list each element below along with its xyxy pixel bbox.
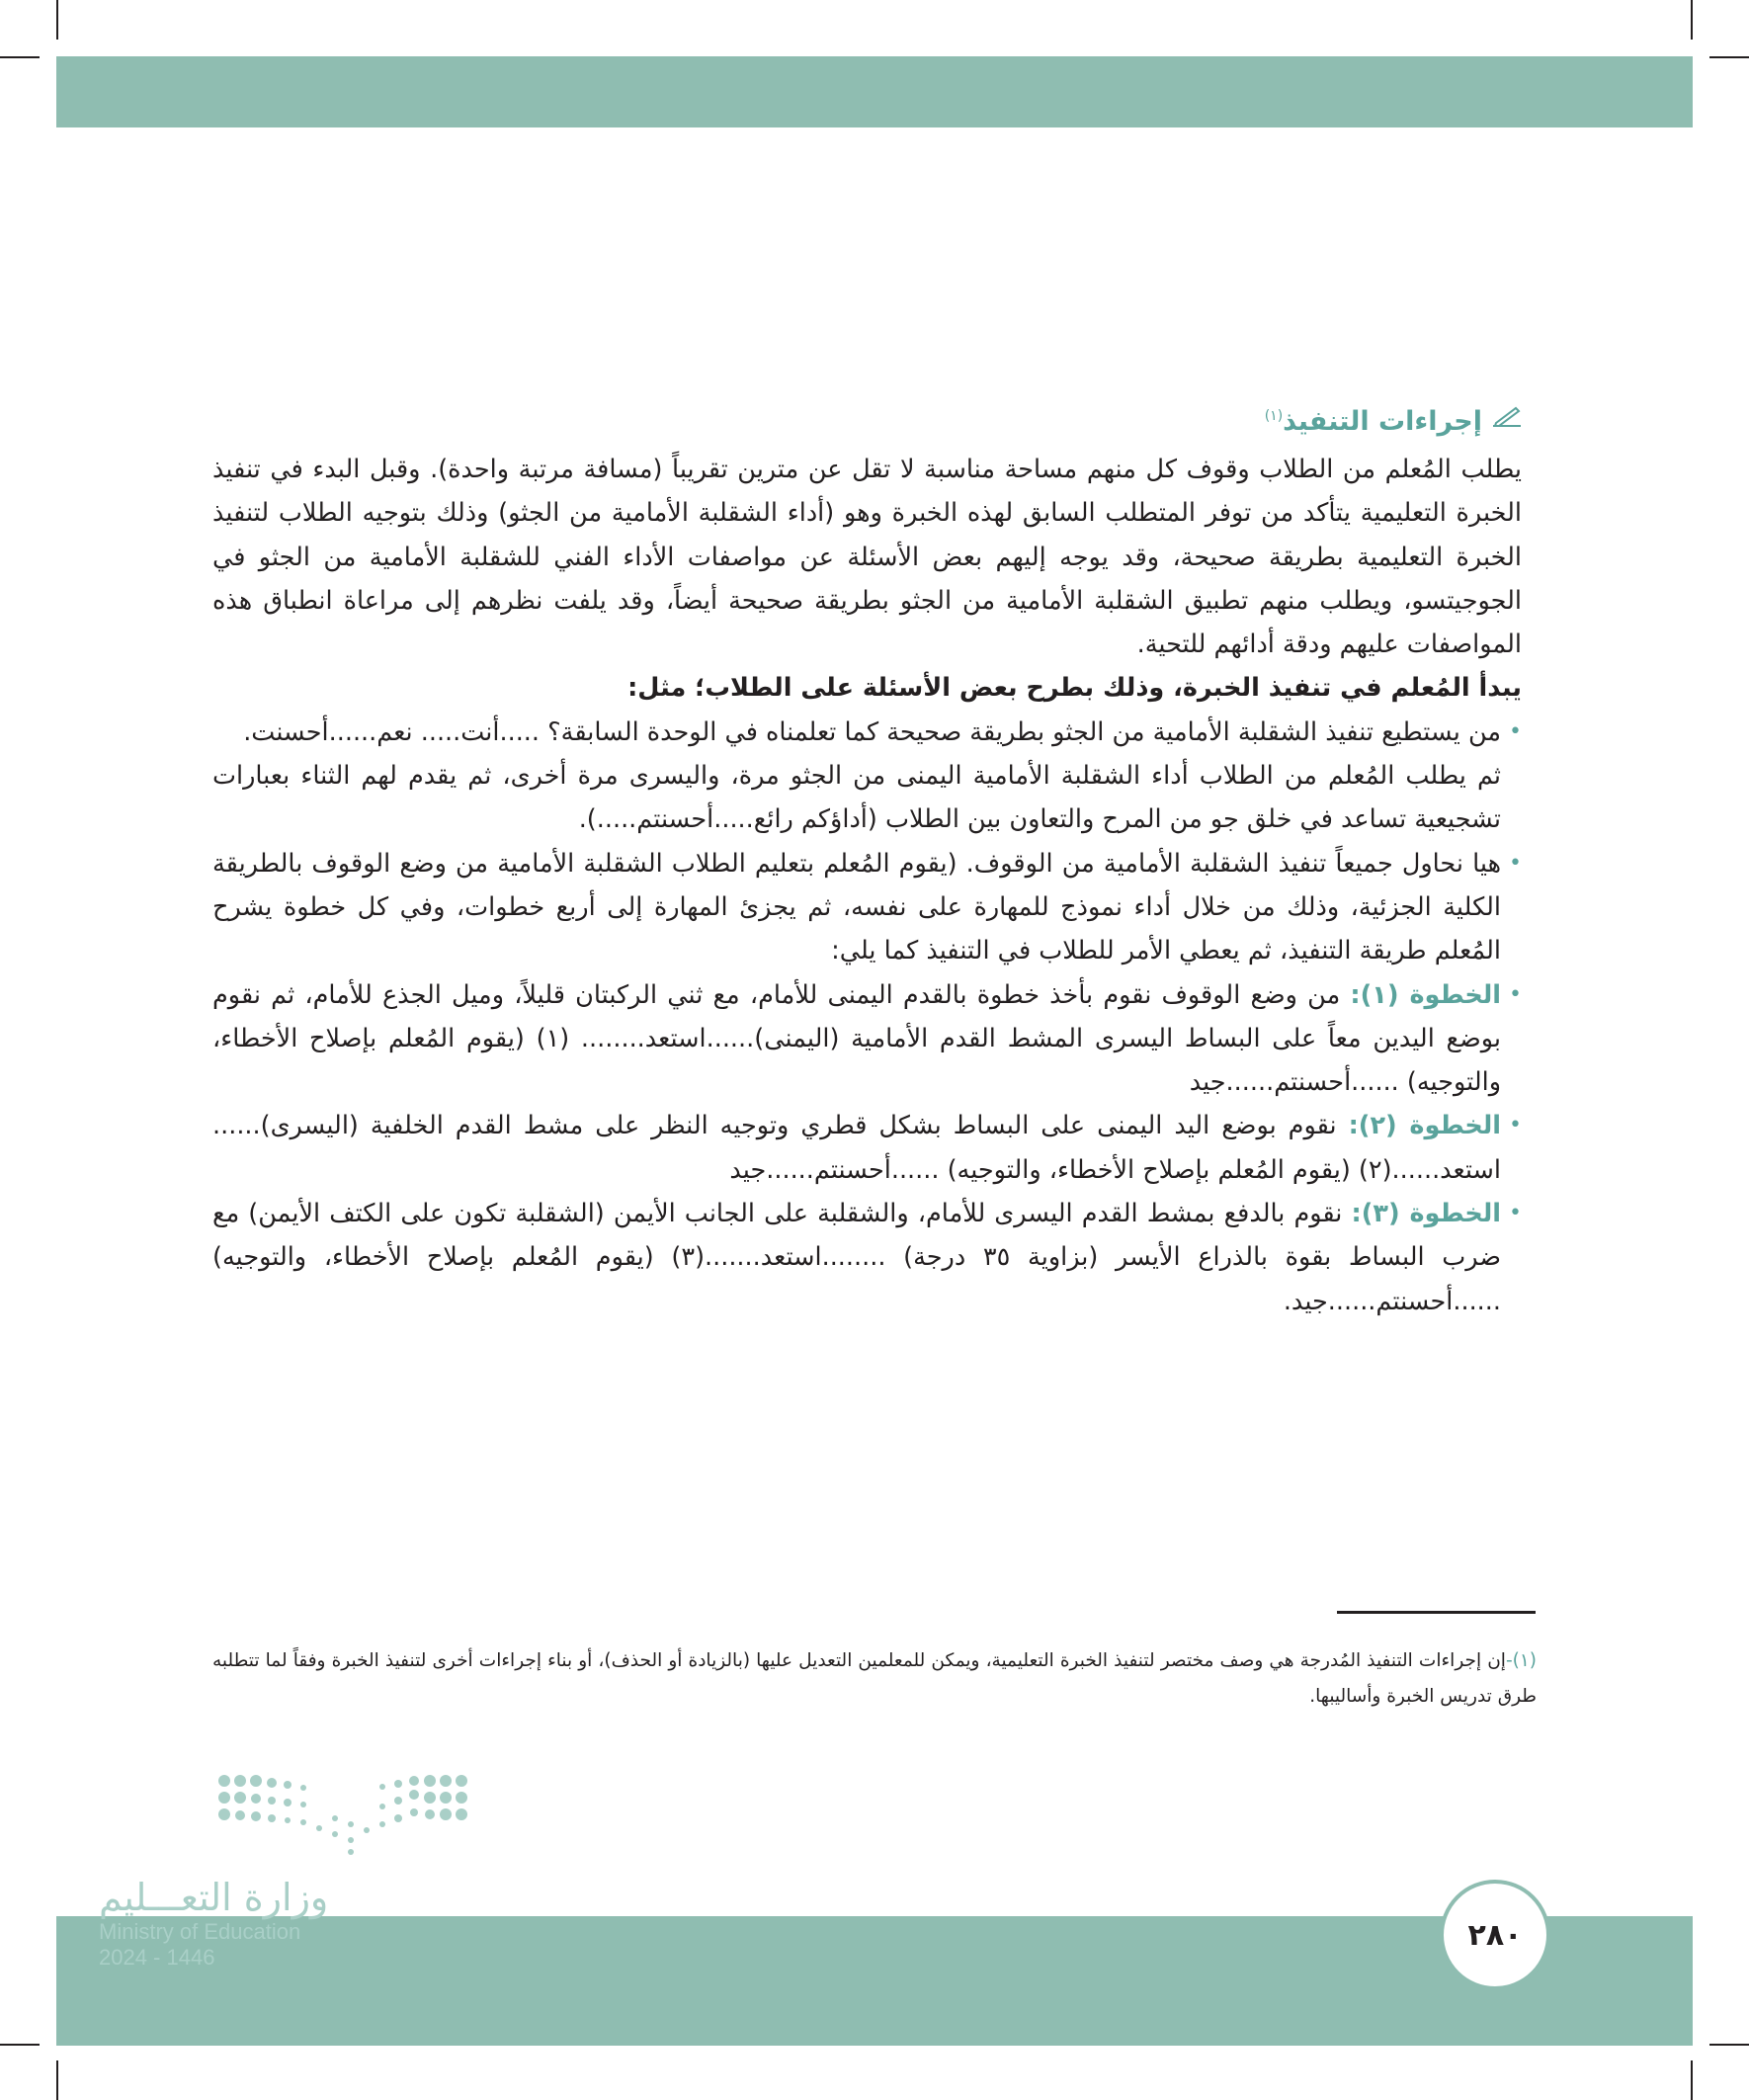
step-text: نقوم بوضع اليد اليمنى على البساط بشكل قطري وتوجيه النظر على مشط القدم الخلفية (اليسرى)...... استعد......(٢) (يقوم المُعلم بإصلاح الأخطاء، والتوجيه) ......أحسنتم......جيد xyxy=(212,1111,1502,1185)
step-label: الخطوة (١): xyxy=(1350,979,1502,1010)
step-label: الخطوة (٢): xyxy=(1348,1111,1502,1141)
footnote-text: إن إجراءات التنفيذ المُدرجة هي وصف مختصر لتنفيذ الخبرة التعليمية، ويمكن للمعلمين التعديل عليها (بالزيادة أو الحذف)، أو بناء إجراءات أخرى لتنفيذ الخبرة وفقاً لما تتطلبه طرق تدريس الخبرة وأساليبها. xyxy=(212,1650,1537,1707)
ministry-wordmark xyxy=(99,1876,328,1971)
crop-mark xyxy=(1709,2044,1749,2046)
section-title: إجراءات التنفيذ xyxy=(1283,406,1482,437)
main-content xyxy=(212,390,1537,1323)
list-item xyxy=(212,711,1537,842)
ministry-name-en: Ministry of Education xyxy=(99,1919,301,1944)
bullet-question: من يستطيع تنفيذ الشقلبة الأمامية من الجثو بطريقة صحيحة كما تعلمناه في الوحدة السابقة؟ .....أنت..... نعم......أحسنت. xyxy=(243,716,1502,747)
bullet-continuation: ثم يطلب المُعلم من الطلاب أداء الشقلبة الأمامية اليمنى من الجثو مرة، واليسرى مرة أخرى، ثم يقدم لهم الثناء بعبارات تشجيعية تساعد في خلق جو من المرح والتعاون بين الطلاب (أداؤكم رائع.....أحسنتم.....). xyxy=(212,761,1502,835)
step-item xyxy=(212,973,1537,1105)
ministry-year: 2024 - 1446 xyxy=(99,1945,215,1970)
crop-mark xyxy=(0,56,40,58)
page-number: ٢٨٠ xyxy=(1440,1880,1550,1990)
step-text: نقوم بالدفع بمشط القدم اليسرى للأمام، والشقلبة على الجانب الأيمن (الشقلبة تكون على الكتف الأيمن) مع ضرب البساط بقوة بالذراع الأيسر (بزاوية ٣٥ درجة) ........استعد.......(٣) (يقوم المُعلم بإصلاح الأخطاء، والتوجيه) ......أحسنتم......جيد. xyxy=(212,1199,1502,1316)
crop-mark xyxy=(1691,2060,1693,2100)
footnote-ref: (١) xyxy=(1264,408,1284,424)
crop-mark xyxy=(1709,56,1749,58)
list-item xyxy=(212,842,1537,973)
bullet-text: هيا نحاول جميعاً تنفيذ الشقلبة الأمامية من الوقوف. (يقوم المُعلم بتعليم الطلاب الشقلبة الأمامية من وضع الوقوف بالطريقة الكلية الجزئية، وذلك من خلال أداء نموذج للمهارة على نفسه، ثم يجزئ المهارة إلى أربع خطوات، وفي كل خطوة يشرح المُعلم طريقة التنفيذ، ثم يعطي الأمر للطلاب في التنفيذ كما يلي: xyxy=(212,848,1502,966)
footnote-mark: (١)- xyxy=(1505,1650,1537,1671)
lead-paragraph: يبدأ المُعلم في تنفيذ الخبرة، وذلك بطرح بعض الأسئلة على الطلاب؛ مثل: xyxy=(627,673,1522,704)
footnote-divider xyxy=(1337,1611,1536,1614)
bullet-icon: • xyxy=(1509,981,1522,1007)
crop-mark xyxy=(1691,0,1693,40)
step-text: من وضع الوقوف نقوم بأخذ خطوة بالقدم اليمنى للأمام، مع ثني الركبتان قليلاً، وميل الجذع للأمام، ثم نقوم بوضع اليدين معاً على البساط اليسرى المشط القدم الأمامية (اليمنى)......استعد........ (١) (يقوم المُعلم بإصلاح الأخطاء، والتوجيه) ......أحسنتم......جيد xyxy=(212,979,1502,1098)
ministry-logo-icon xyxy=(212,1771,469,1864)
bullet-icon: • xyxy=(1509,1201,1522,1226)
crop-mark xyxy=(0,2044,40,2046)
ministry-name-ar: وزارة التعـــليم xyxy=(99,1876,329,1919)
crop-mark xyxy=(56,0,58,40)
bullet-icon: • xyxy=(1509,850,1522,876)
section-heading xyxy=(212,390,1537,448)
crop-mark xyxy=(56,2060,58,2100)
step-label: الخطوة (٣): xyxy=(1351,1199,1502,1229)
step-item xyxy=(212,1192,1537,1323)
intro-paragraph: يطلب المُعلم من الطلاب وقوف كل منهم مساحة مناسبة لا تقل عن مترين تقريباً (مسافة مرتبة واحدة). وقبل البدء في تنفيذ الخبرة التعليمية يتأكد من توفر المتطلب السابق لهذه الخبرة وهو (أداء الشقلبة الأمامية من الجثو) وذلك بتوجيه الطلاب لتنفيذ الخبرة التعليمية بطريقة صحيحة، وقد يوجه إليهم بعض الأسئلة عن مواصفات الأداء الفني للشقلبة الأمامية من الجثو في الجوجيتسو، ويطلب منهم تطبيق الشقلبة الأمامية من الجثو بطريقة صحيحة أيضاً، وقد يلفت نظرهم إلى مراعاة انطباق هذه المواصفات عليهم ودقة أدائهم للتحية. xyxy=(212,455,1522,660)
pencil-icon xyxy=(1492,393,1522,445)
step-item xyxy=(212,1104,1537,1192)
header-band xyxy=(56,56,1693,127)
bullet-icon: • xyxy=(1509,718,1522,744)
bullet-icon: • xyxy=(1509,1113,1522,1138)
footnote xyxy=(212,1643,1537,1715)
